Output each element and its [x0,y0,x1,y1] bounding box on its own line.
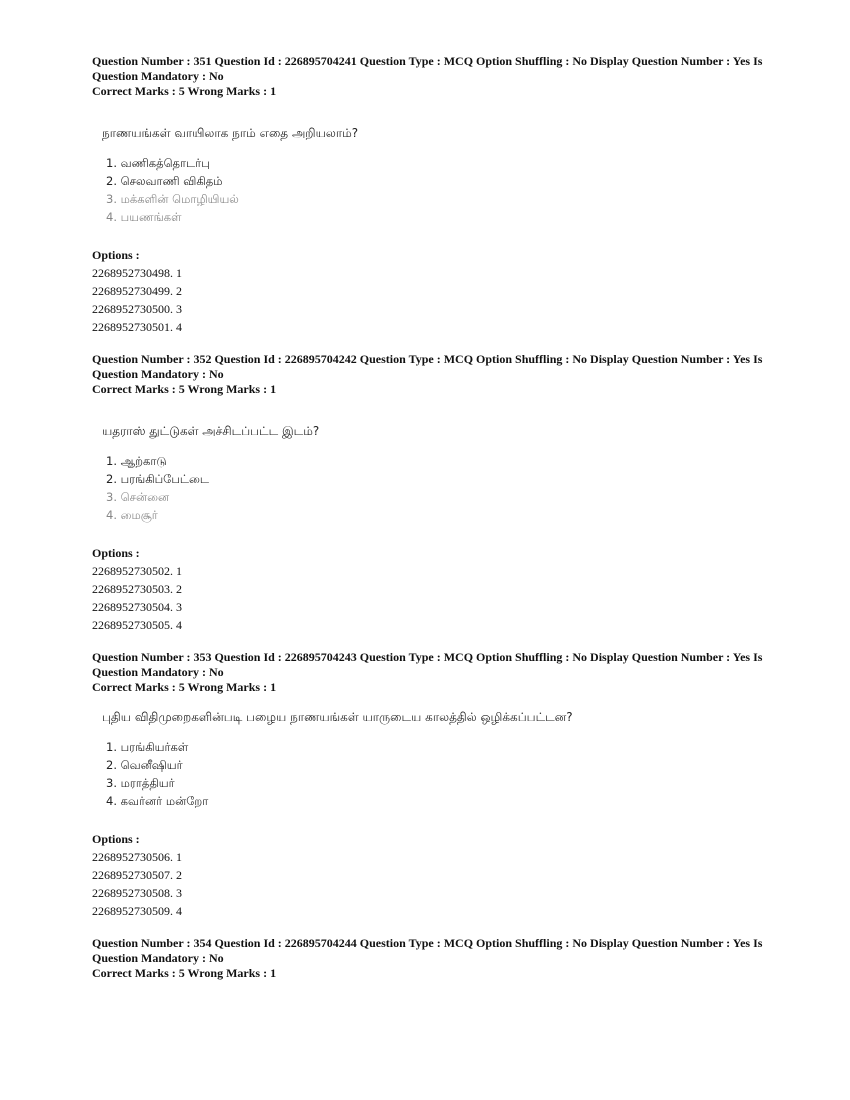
option-line: 2268952730500. 3 [92,302,182,316]
choice-list [106,738,208,810]
question-marks: Correct Marks : 5 Wrong Marks : 1 [92,382,277,396]
choice-item: 4. கவர்னர் மன்றோ [106,794,209,808]
choice-item: 2. செலவாணி விகிதம் [106,174,223,188]
option-line: 2268952730505. 4 [92,618,182,632]
question-marks: Correct Marks : 5 Wrong Marks : 1 [92,966,277,980]
question-header: Question Number : 353 Question Id : 226895704243 Question Type : MCQ Option Shuffling : No Display Question Number : Yes Is [92,650,763,664]
choice-list [106,154,239,226]
choice-item: 4. மைசூர் [106,508,158,522]
options-title: Options : [92,832,140,846]
question-header: Question Number : 354 Question Id : 226895704244 Question Type : MCQ Option Shuffling : No Display Question Number : Yes Is [92,936,763,950]
option-line: 2268952730503. 2 [92,582,182,596]
question-stem: யதராஸ் துட்டுகள் அச்சிடப்பட்ட இடம்? [102,424,320,438]
choice-item: 2. பரங்கிப்பேட்டை [106,472,210,486]
question-block-352 [92,352,782,632]
option-line: 2268952730501. 4 [92,320,182,334]
choice-list [106,452,209,524]
options-block [92,830,182,920]
question-header: Question Number : 352 Question Id : 226895704242 Question Type : MCQ Option Shuffling : No Display Question Number : Yes Is [92,352,763,366]
question-block-351 [92,54,782,334]
option-line: 2268952730506. 1 [92,850,182,864]
question-block-354 [92,936,782,981]
question-mandatory: Question Mandatory : No [92,665,224,679]
choice-item: 2. வெனீஷியர் [106,758,183,772]
question-mandatory: Question Mandatory : No [92,367,224,381]
option-line: 2268952730509. 4 [92,904,182,918]
question-marks: Correct Marks : 5 Wrong Marks : 1 [92,680,277,694]
choice-item: 3. மராத்தியர் [106,776,175,790]
option-line: 2268952730508. 3 [92,886,182,900]
choice-item: 1. பரங்கியர்கள் [106,740,189,754]
choice-item: 1. ஆற்காடு [106,454,167,468]
option-line: 2268952730507. 2 [92,868,182,882]
choice-item: 3. சென்னை [106,490,170,504]
question-block-353 [92,650,782,918]
question-stem: புதிய விதிமுறைகளின்படி பழைய நாணயங்கள் யாருடைய காலத்தில் ஒழிக்கப்பட்டன? [102,710,573,724]
option-line: 2268952730498. 1 [92,266,182,280]
question-mandatory: Question Mandatory : No [92,951,224,965]
choice-item: 3. மக்களின் மொழியியல் [106,192,239,206]
question-stem: நாணயங்கள் வாயிலாக நாம் எதை அறியலாம்? [102,126,359,140]
option-line: 2268952730502. 1 [92,564,182,578]
choice-item: 1. வணிகத்தொடர்பு [106,156,210,170]
options-block [92,246,182,336]
options-title: Options : [92,248,140,262]
choice-item: 4. பயணங்கள் [106,210,182,224]
options-title: Options : [92,546,140,560]
question-marks: Correct Marks : 5 Wrong Marks : 1 [92,84,277,98]
options-block [92,544,182,634]
question-mandatory: Question Mandatory : No [92,69,224,83]
option-line: 2268952730504. 3 [92,600,182,614]
option-line: 2268952730499. 2 [92,284,182,298]
question-header: Question Number : 351 Question Id : 226895704241 Question Type : MCQ Option Shuffling : No Display Question Number : Yes Is [92,54,763,68]
